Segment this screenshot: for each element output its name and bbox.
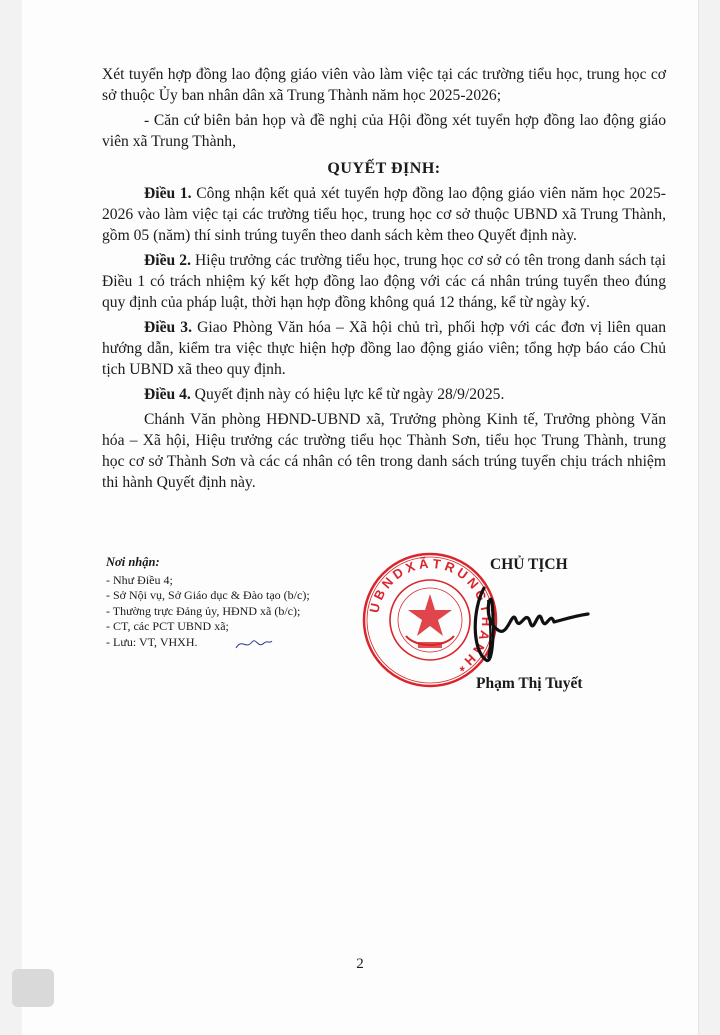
recipient-item: - Sở Nội vụ, Sở Giáo dục & Đào tạo (b/c); bbox=[106, 588, 310, 602]
article-3-label: Điều 3. bbox=[144, 319, 193, 336]
article-1-label: Điều 1. bbox=[144, 185, 192, 202]
article-3-text: Giao Phòng Văn hóa – Xã hội chủ trì, phối hợp với các đơn vị liên quan hướng dẫn, kiểm tra việc thực hiện hợp đồng lao động giáo viên; tổng hợp báo cáo Chủ tịch UBND xã theo quy định. bbox=[102, 319, 667, 378]
page-number: 2 bbox=[356, 956, 364, 972]
recipient-item: - Lưu: VT, VHXH. bbox=[106, 634, 198, 649]
signature-title: CHỦ TỊCH bbox=[490, 556, 568, 573]
recipient-item: - CT, các PCT UBND xã; bbox=[106, 619, 229, 633]
recipient-item: - Thường trực Đảng ủy, HĐND xã (b/c); bbox=[106, 603, 301, 618]
floating-button[interactable] bbox=[12, 969, 54, 1007]
article-2-label: Điều 2. bbox=[144, 252, 191, 269]
signature-mark bbox=[442, 580, 592, 670]
initials-mark bbox=[234, 634, 274, 654]
document-page bbox=[22, 0, 699, 1035]
article-1 bbox=[102, 183, 666, 246]
recipients-title: Nơi nhận: bbox=[106, 555, 160, 569]
article-2-text: Hiệu trưởng các trường tiểu học, trung học cơ sở có tên trong danh sách tại Điều 1 có trách nhiệm ký kết hợp đồng lao động với các cá nhân trúng tuyển theo đúng quy định của pháp luật, thời hạn hợp đồng không quá 12 tháng, kể từ ngày ký. bbox=[102, 252, 666, 311]
article-4-label: Điều 4. bbox=[144, 386, 191, 403]
final-paragraph: Chánh Văn phòng HĐND-UBND xã, Trưởng phòng Kinh tế, Trưởng phòng Văn hóa – Xã hội, Hiệu trưởng các trường tiểu học Thành Sơn, tiểu học Trung Thành, trung học cơ sở Thành Sơn và các cá nhân có tên trong danh sách trúng tuyển chịu trách nhiệm thi hành Quyết định này. bbox=[102, 411, 666, 491]
intro-paragraph-1: Xét tuyển hợp đồng lao động giáo viên vào làm việc tại các trường tiểu học, trung học cơ sở thuộc Ủy ban nhân dân xã Trung Thành năm học 2025-2026; bbox=[102, 66, 666, 104]
article-4 bbox=[102, 384, 666, 405]
decision-heading: QUYẾT ĐỊNH: bbox=[327, 160, 441, 177]
document-body bbox=[102, 64, 666, 497]
intro-paragraph-2: - Căn cứ biên bản họp và đề nghị của Hội đồng xét tuyển hợp đồng lao động giáo viên xã Trung Thành, bbox=[102, 112, 666, 150]
seal-text: U B N D X Ã T R U N G T H À N H * bbox=[366, 555, 495, 675]
article-1-text: Công nhận kết quả xét tuyển hợp đồng lao động giáo viên năm học 2025-2026 vào làm việc tại các trường tiểu học, trung học cơ sở thuộc UBND xã Trung Thành, gồm 05 (năm) thí sinh trúng tuyển theo danh sách kèm theo Quyết định này. bbox=[102, 185, 667, 244]
article-3 bbox=[102, 317, 666, 380]
recipient-item: - Như Điều 4; bbox=[106, 572, 173, 587]
article-4-text: Quyết định này có hiệu lực kể từ ngày 28/9/2025. bbox=[190, 386, 505, 403]
signer-name: Phạm Thị Tuyết bbox=[476, 675, 583, 692]
article-2 bbox=[102, 250, 666, 313]
